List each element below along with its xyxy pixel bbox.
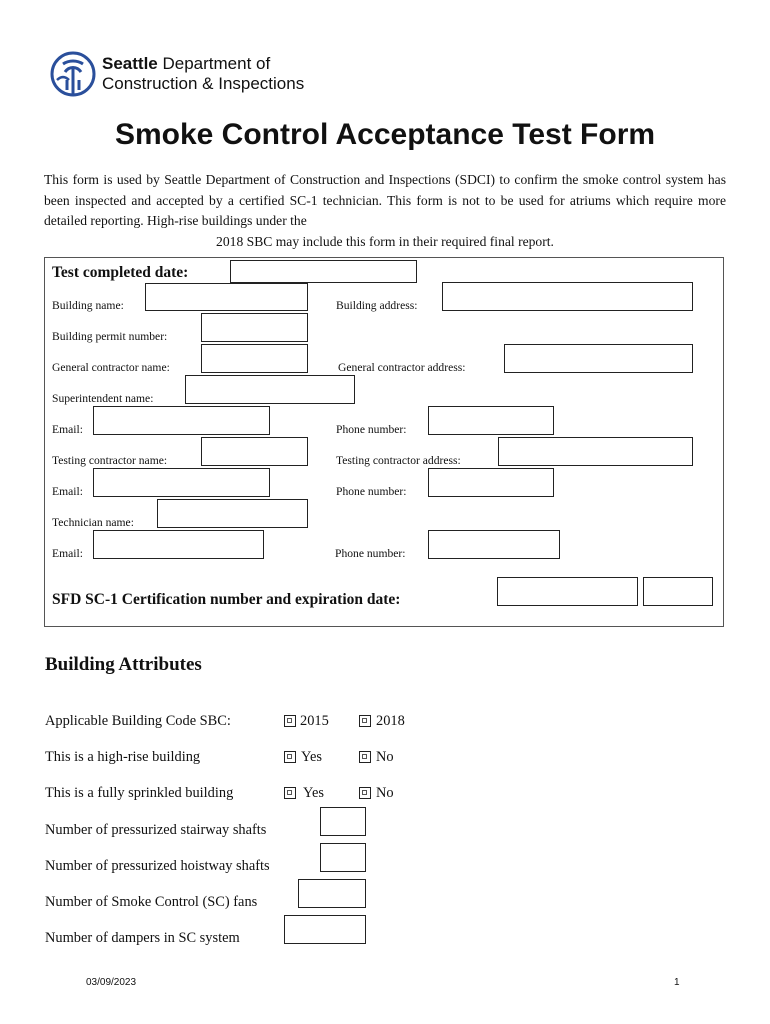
building-address-field[interactable] xyxy=(442,282,693,311)
hoistway-shafts-field[interactable] xyxy=(320,843,366,872)
email-field-3[interactable] xyxy=(93,530,264,559)
sprinkled-label: This is a fully sprinkled building xyxy=(45,785,234,801)
test-completed-date-field[interactable] xyxy=(230,260,417,283)
sbc-2018-label: 2018 xyxy=(376,713,405,729)
stairway-shafts-label: Number of pressurized stairway shafts xyxy=(45,822,267,838)
phone-number-label-1: Phone number: xyxy=(336,423,407,436)
test-completed-date-label: Test completed date: xyxy=(52,264,189,281)
building-permit-number-label: Building permit number: xyxy=(52,330,168,343)
certification-number-field[interactable] xyxy=(497,577,638,606)
building-permit-number-field[interactable] xyxy=(201,313,308,342)
org-name-bold: Seattle xyxy=(102,54,158,73)
seattle-logo-icon xyxy=(49,50,97,98)
testing-contractor-address-field[interactable] xyxy=(498,437,693,466)
building-name-field[interactable] xyxy=(145,283,308,311)
email-label-2: Email: xyxy=(52,485,83,498)
sc-fans-field[interactable] xyxy=(298,879,366,908)
org-name-rest: Department of xyxy=(157,54,271,73)
stairway-shafts-field[interactable] xyxy=(320,807,366,836)
phone-number-label-2: Phone number: xyxy=(336,485,407,498)
email-field-1[interactable] xyxy=(93,406,270,435)
dampers-field[interactable] xyxy=(284,915,366,944)
phone-number-field-1[interactable] xyxy=(428,406,554,435)
building-attributes-heading: Building Attributes xyxy=(45,654,202,675)
sc-fans-label: Number of Smoke Control (SC) fans xyxy=(45,894,258,910)
building-address-label: Building address: xyxy=(336,299,418,312)
certification-label: SFD SC-1 Certification number and expiration date: xyxy=(52,591,401,608)
page-title: Smoke Control Acceptance Test Form xyxy=(114,118,656,151)
building-code-label: Applicable Building Code SBC: xyxy=(45,713,231,729)
email-field-2[interactable] xyxy=(93,468,270,497)
testing-contractor-name-field[interactable] xyxy=(201,437,308,466)
intro-text: This form is used by Seattle Department of Construction and Inspections (SDCI) to confirm the smoke control system has been inspected and accepted by a certified SC-1 technician. This form is not to be used for atriums which require more detailed reporting. High-rise buildings under the xyxy=(44,172,726,228)
highrise-yes-label: Yes xyxy=(301,749,322,765)
testing-contractor-address-label: Testing contractor address: xyxy=(336,454,461,467)
footer-date: 03/09/2023 xyxy=(86,977,137,988)
general-contractor-name-field[interactable] xyxy=(201,344,308,373)
general-contractor-name-label: General contractor name: xyxy=(52,361,170,374)
phone-number-label-3: Phone number: xyxy=(335,547,406,560)
highrise-label: This is a high-rise building xyxy=(45,749,201,765)
sbc-2015-checkbox[interactable] xyxy=(284,715,296,727)
sprinkled-no-label: No xyxy=(376,785,394,801)
highrise-yes-checkbox[interactable] xyxy=(284,751,296,763)
general-contractor-address-label: General contractor address: xyxy=(338,361,466,374)
phone-number-field-2[interactable] xyxy=(428,468,554,497)
intro-last-line: 2018 SBC may include this form in their required final report. xyxy=(216,233,554,249)
testing-contractor-name-label: Testing contractor name: xyxy=(52,454,168,467)
general-contractor-address-field[interactable] xyxy=(504,344,693,373)
highrise-no-checkbox[interactable] xyxy=(359,751,371,763)
dampers-label: Number of dampers in SC system xyxy=(45,930,240,946)
sbc-2018-checkbox[interactable] xyxy=(359,715,371,727)
certification-expiration-field[interactable] xyxy=(643,577,713,606)
sprinkled-yes-label: Yes xyxy=(303,785,324,801)
technician-name-field[interactable] xyxy=(157,499,308,528)
email-label-1: Email: xyxy=(52,423,83,436)
building-name-label: Building name: xyxy=(52,299,124,312)
page-number: 1 xyxy=(674,977,680,988)
sprinkled-no-checkbox[interactable] xyxy=(359,787,371,799)
email-label-3: Email: xyxy=(52,547,83,560)
highrise-no-label: No xyxy=(376,749,394,765)
superintendent-name-label: Superintendent name: xyxy=(52,392,154,405)
org-name-line1 xyxy=(102,54,270,74)
intro-paragraph xyxy=(44,170,726,252)
phone-number-field-3[interactable] xyxy=(428,530,560,559)
org-name-line2: Construction & Inspections xyxy=(102,74,305,93)
hoistway-shafts-label: Number of pressurized hoistway shafts xyxy=(45,858,270,874)
superintendent-name-field[interactable] xyxy=(185,375,355,404)
technician-name-label: Technician name: xyxy=(52,516,134,529)
sbc-2015-label: 2015 xyxy=(300,713,329,729)
sprinkled-yes-checkbox[interactable] xyxy=(284,787,296,799)
